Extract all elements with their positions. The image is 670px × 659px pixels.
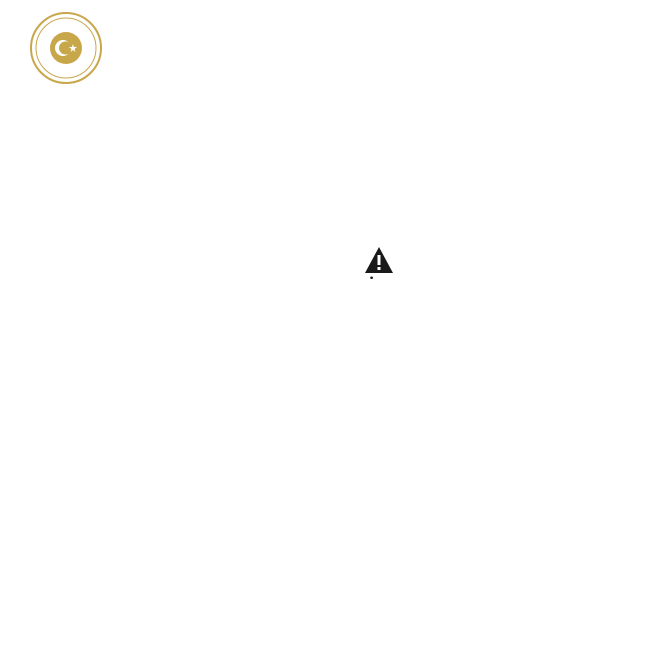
warning-icon [364,246,394,274]
2d-barcode [372,520,634,614]
ministry-seal [30,12,102,84]
seal-emblem-icon [32,14,100,82]
barcode-human-readable-marks [372,620,634,644]
linear-barcode [477,12,629,68]
